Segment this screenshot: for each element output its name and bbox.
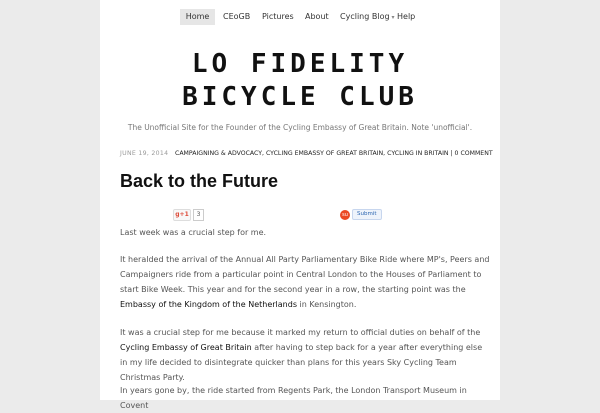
post-paragraph-2 [120,252,490,312]
nav-item-label: Pictures [262,12,294,21]
nav-item-help[interactable] [397,9,415,25]
stumbleupon-submit-button[interactable]: Submit [352,209,382,220]
paragraph-text: Last week was a crucial step for me. [120,228,267,237]
nav-item-about[interactable] [305,9,329,25]
site-tagline: The Unofficial Site for the Founder of the Cycling Embassy of Great Britain. Note 'unofficial'. [127,123,473,132]
post-paragraph-1 [120,225,490,240]
main-nav [100,9,500,25]
site-title[interactable] [100,48,500,114]
content-column [100,0,500,410]
site-title-line-2: BICYCLE CLUB [182,82,418,112]
stumbleupon-icon[interactable]: su [340,210,350,220]
nav-item-label: CEoGB [223,12,251,21]
link-cycling-embassy[interactable]: Cycling Embassy of Great Britain [120,343,252,352]
google-plus-share[interactable] [173,209,204,220]
nav-item-label: About [305,12,329,21]
post-date: JUNE 19, 2014 [120,150,169,157]
paragraph-text: It heralded the arrival of the Annual All Party Parliamentary Bike Ride where MP's, Peers and Campaigners ride from a particular point in Central London to the Houses of Parliament to start Bike Week. This year and for the second year in a row, the starting point was the [120,255,490,294]
paragraph-text: after having to step back for a year after everything else in my life decided to disintegrate quicker than plans for this years Sky Cycling Team Christmas Party. [120,343,483,382]
paragraph-text: It was a crucial step for me because it marked my return to official duties on behalf of the [120,328,481,337]
post-paragraph-3 [120,325,490,385]
nav-item-ceogb[interactable] [223,9,250,25]
site-title-line-1: LO FIDELITY [191,49,409,79]
nav-item-label: Home [185,12,210,21]
paragraph-text: in Kensington. [296,300,357,309]
stumbleupon-share[interactable] [340,209,382,220]
paragraph-text: In years gone by, the ride started from Regents Park, the London Transport Museum in Covent [120,386,467,410]
google-plus-icon[interactable]: g+1 [173,209,191,221]
post-meta [120,149,493,159]
nav-item-cycling-blog[interactable] [340,9,395,25]
chevron-down-icon: ▾ [391,14,395,21]
post-categories[interactable]: CAMPAIGNING & ADVOCACY, CYCLING EMBASSY OF GREAT BRITAIN, CYCLING IN BRITAIN | 0 COMMENT [175,150,493,157]
link-netherlands-embassy[interactable]: Embassy of the Kingdom of the Netherlands [120,300,297,309]
nav-item-label: Help [397,12,416,21]
nav-item-home[interactable] [180,9,215,25]
post-paragraph-4 [120,383,490,413]
nav-item-label: Cycling Blog [340,12,390,21]
google-plus-count: 3 [193,209,204,221]
nav-item-pictures[interactable] [262,9,294,25]
post-title[interactable]: Back to the Future [120,171,279,191]
